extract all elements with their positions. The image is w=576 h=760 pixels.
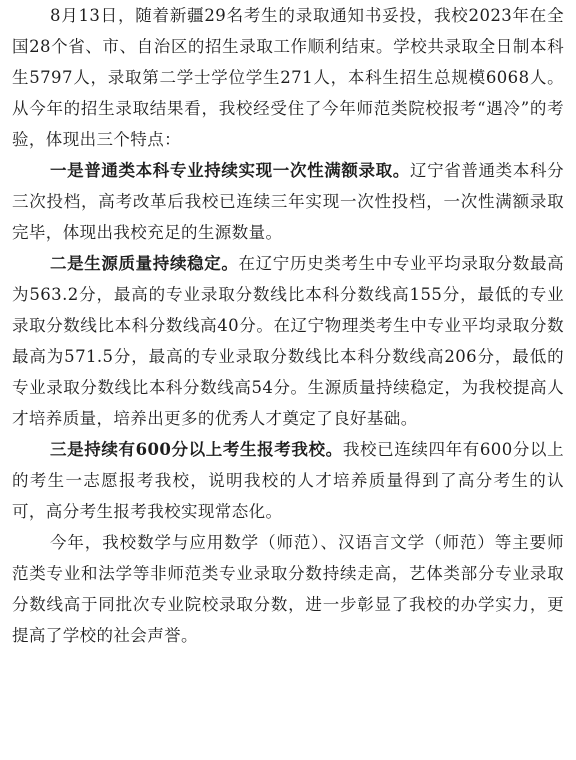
paragraph-point-two — [12, 248, 564, 434]
paragraph-text: 8月13日，随着新疆29名考生的录取通知书妥投，我校2023年在全国28个省、市、自治区的招生录取工作顺利结束。学校共录取全日制本科生5797人，录取第二学士学位学生271人，本科生招生总规模6068人。从今年的招生录取结果看，我校经受住了今年师范类院校报考“遇冷”的考验，体现出三个特点： — [12, 6, 564, 149]
paragraph-conclusion — [12, 527, 564, 651]
paragraph-text: 辽宁省普通类本科分三次投档，高考改革后我校已连续三年实现一次性投档，一次性满额录取完毕，体现出我校充足的生源数量。 — [12, 161, 564, 242]
paragraph-intro — [12, 0, 564, 155]
paragraph-lead: 二是生源质量持续稳定。 — [49, 254, 239, 273]
paragraph-text: 我校已连续四年有600分以上的考生一志愿报考我校，说明我校的人才培养质量得到了高分考生的认可，高分考生报考我校实现常态化。 — [12, 440, 564, 521]
paragraph-text: 在辽宁历史类考生中专业平均录取分数最高为563.2分，最高的专业录取分数线比本科分数线高155分，最低的专业录取分数线比本科分数线高40分。在辽宁物理类考生中专业平均录取分数最高为571.5分，最高的专业录取分数线比本科分数线高206分，最低的专业录取分数线比本科分数线高54分。生源质量持续稳定，为我校提高人才培养质量，培养出更多的优秀人才奠定了良好基础。 — [12, 254, 564, 428]
paragraph-point-three — [12, 434, 564, 527]
paragraph-text: 今年，我校数学与应用数学（师范）、汉语言文学（师范）等主要师范类专业和法学等非师范类专业录取分数持续走高，艺体类部分专业录取分数线高于同批次专业院校录取分数，进一步彰显了我校的办学实力，更提高了学校的社会声誉。 — [12, 533, 564, 645]
paragraph-lead: 三是持续有600分以上考生报考我校。 — [49, 440, 343, 459]
paragraph-point-one — [12, 155, 564, 248]
document-body — [12, 0, 564, 651]
paragraph-lead: 一是普通类本科专业持续实现一次性满额录取。 — [49, 161, 410, 180]
